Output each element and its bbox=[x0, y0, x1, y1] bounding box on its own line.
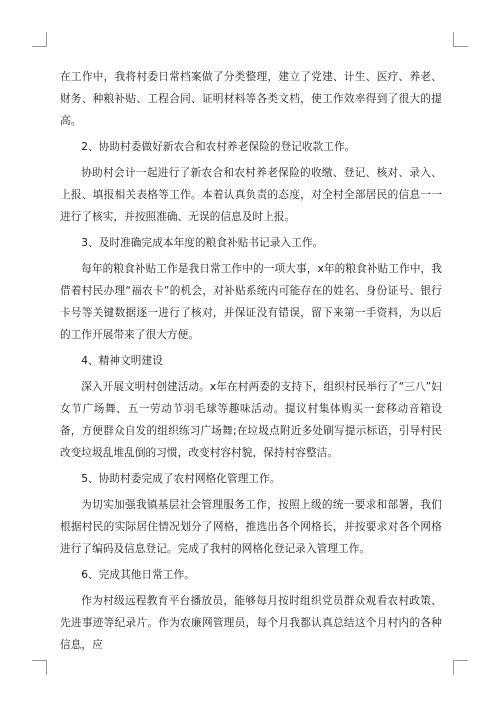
crop-mark-bottom-left bbox=[32, 660, 47, 675]
crop-mark-bottom-right bbox=[453, 660, 468, 675]
paragraph-archive-work: 在工作中，我将村委日常档案做了分类整理，建立了党建、计生、医疗、养老、财务、种粮补贴、工程合同、证明材料等各类文档，使工作效率得到了很大的提高。 bbox=[60, 71, 442, 127]
heading-other-work: 6、完成其他日常工作。 bbox=[81, 569, 195, 581]
crop-mark-top-right bbox=[453, 32, 468, 47]
document-body bbox=[60, 66, 442, 660]
paragraph-civilization: 深入开展文明村创建活动。x年在村两委的支持下，组织村民举行了“三八”妇女节广场舞、五一劳动节羽毛球等趣味活动。提议村集体购买一套移动音箱设备，方便群众自发的组织练习广场舞;在垃圾点附近多处刷写提示标语，引导村民改变垃圾乱堆乱倒的习惯，改变村容村貌，保持村容整洁。 bbox=[60, 381, 442, 459]
paragraph-insurance-registration: 协助村会计一起进行了新农合和农村养老保险的收缴、登记、核对、录入、上报、填报相关表格等工作。本着认真负责的态度，对全村全部居民的信息一一进行了核实，并按照准确、无误的信息及时上报。 bbox=[60, 167, 442, 223]
paragraph-grid-management: 为切实加强我镇基层社会管理服务工作，按照上级的统一要求和部署，我们根据村民的实际居住情况划分了网格，推选出各个网格长，并按要求对各个网格进行了编码及信息登记。完成了我村的网格化登记录入管理工作。 bbox=[60, 499, 442, 555]
heading-insurance-registration: 2、协助村委做好新农合和农村养老保险的登记收款工作。 bbox=[81, 141, 356, 153]
paragraph-other-work: 作为村级远程教育平台播放员，能够每月按时组织党员群众观看农村政策、先进事迹等纪录片。作为农廉网管理员，每个月我都认真总结这个月村内的各种信息，应 bbox=[60, 595, 442, 651]
crop-mark-top-left bbox=[32, 32, 47, 47]
paragraph-grain-subsidy: 每年的粮食补贴工作是我日常工作中的一项大事，x年的粮食补贴工作中，我借着村民办理“福农卡”的机会，对补贴系统内可能存在的姓名、身份证号、银行卡号等关键数据逐一进行了核对，并保证没有错误，留下来第一手资料，为以后的工作开展带来了很大方便。 bbox=[60, 263, 442, 341]
heading-grain-subsidy: 3、及时准确完成本年度的粮食补贴书记录入工作。 bbox=[81, 237, 324, 249]
heading-civilization: 4、精神文明建设 bbox=[81, 355, 163, 367]
heading-grid-management: 5、协助村委完成了农村网格化管理工作。 bbox=[81, 473, 281, 485]
